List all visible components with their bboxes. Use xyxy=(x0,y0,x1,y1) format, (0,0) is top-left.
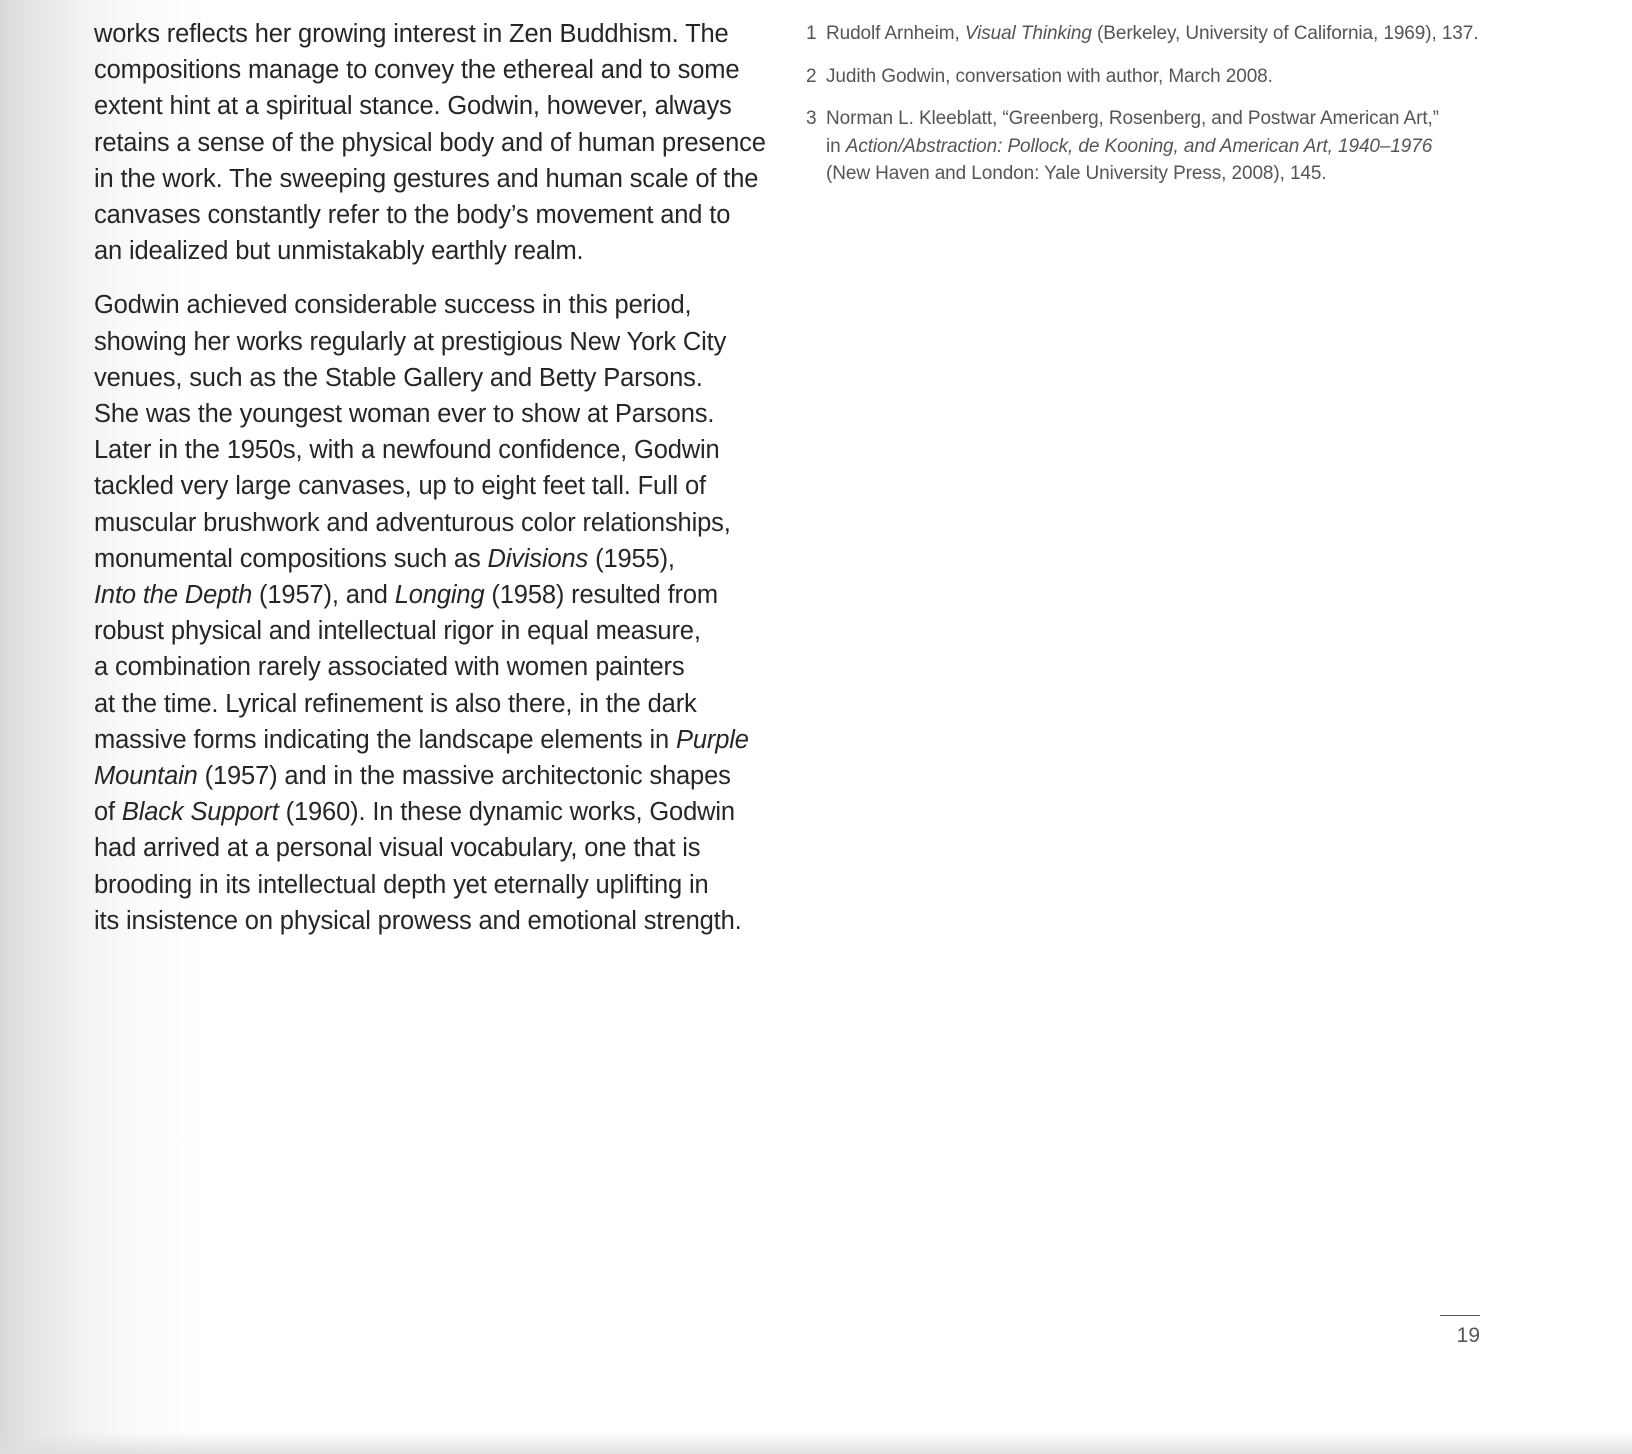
text-line: extent hint at a spiritual stance. Godwin, however, always xyxy=(94,92,732,121)
artwork-title: Into the Depth xyxy=(94,581,253,610)
text-line: its insistence on physical prowess and emotional strength. xyxy=(94,906,742,935)
endnote-2 xyxy=(806,63,1526,91)
text-line: canvases constantly refer to the body’s movement and to xyxy=(94,201,731,230)
paragraph-2 xyxy=(94,287,794,939)
text-run: (1955), xyxy=(588,544,675,573)
text-run: (1957) and in the massive architectonic shapes xyxy=(197,762,731,791)
endnote-1 xyxy=(806,20,1526,48)
artwork-title: Divisions xyxy=(487,544,589,573)
text-line: Godwin achieved considerable success in this period, xyxy=(94,291,692,320)
text-line: an idealized but unmistakably earthly realm. xyxy=(94,237,584,266)
page-number: 19 xyxy=(1456,1324,1480,1347)
text-run: (Berkeley, University of California, 1969), 137. xyxy=(1091,23,1479,44)
text-line: in the work. The sweeping gestures and human scale of the xyxy=(94,164,759,193)
endnote-number: 3 xyxy=(806,108,817,129)
text-line: muscular brushwork and adventurous color relationships, xyxy=(94,508,731,537)
text-line: Later in the 1950s, with a newfound confidence, Godwin xyxy=(94,436,720,465)
text-line: at the time. Lyrical refinement is also there, in the dark xyxy=(94,689,697,718)
text-line: Norman L. Kleeblatt, “Greenberg, Rosenberg, and Postwar American Art,” xyxy=(826,108,1439,129)
text-run: (1957), and xyxy=(252,581,395,610)
text-line: compositions manage to convey the ethereal and to some xyxy=(94,56,740,85)
endnote-text xyxy=(826,20,1526,48)
text-line xyxy=(826,133,1526,161)
text-line: tackled very large canvases, up to eight feet tall. Full of xyxy=(94,472,706,501)
text-run: monumental compositions such as xyxy=(94,544,488,573)
text-line: (New Haven and London: Yale University Press, 2008), 145. xyxy=(826,163,1327,184)
text-run: massive forms indicating the landscape elements in xyxy=(94,725,676,754)
text-line xyxy=(94,722,794,758)
text-run: (1960). In these dynamic works, Godwin xyxy=(278,798,735,827)
endnote-number: 2 xyxy=(806,65,817,87)
text-line xyxy=(94,541,794,577)
page-number-rule xyxy=(1440,1315,1480,1316)
text-line: venues, such as the Stable Gallery and Betty Parsons. xyxy=(94,363,703,392)
text-line: had arrived at a personal visual vocabulary, one that is xyxy=(94,834,701,863)
text-line: brooding in its intellectual depth yet eternally uplifting in xyxy=(94,870,709,899)
book-title: Visual Thinking xyxy=(964,23,1092,44)
text-line xyxy=(94,577,794,613)
artwork-title: Mountain xyxy=(94,762,198,791)
endnote-text: Judith Godwin, conversation with author, March 2008. xyxy=(826,65,1273,87)
text-line: a combination rarely associated with women painters xyxy=(94,653,685,682)
text-line xyxy=(94,794,794,830)
endnote-text xyxy=(826,105,1526,188)
page-bottom-shadow xyxy=(0,1432,1632,1454)
text-line: robust physical and intellectual rigor in equal measure, xyxy=(94,617,701,646)
text-line: showing her works regularly at prestigious New York City xyxy=(94,327,727,356)
artwork-title: Longing xyxy=(394,581,485,610)
paragraph-1 xyxy=(94,16,794,269)
artwork-title: Black Support xyxy=(121,798,279,827)
endnote-number: 1 xyxy=(806,23,817,44)
text-run: of xyxy=(94,798,122,827)
text-run: Rudolf Arnheim, xyxy=(826,23,965,44)
book-title: Action/Abstraction: Pollock, de Kooning, and American Art, 1940–1976 xyxy=(845,135,1433,157)
text-line: retains a sense of the physical body and of human presence xyxy=(94,128,766,157)
endnotes xyxy=(806,20,1526,203)
artwork-title: Purple xyxy=(675,725,749,754)
text-line xyxy=(94,758,794,794)
text-line: She was the youngest woman ever to show at Parsons. xyxy=(94,400,715,429)
text-line: works reflects her growing interest in Zen Buddhism. The xyxy=(94,20,729,48)
endnote-3 xyxy=(806,105,1526,188)
main-text-column xyxy=(94,16,794,939)
text-run: (1958) resulted from xyxy=(484,581,719,610)
text-run: in xyxy=(826,135,846,157)
